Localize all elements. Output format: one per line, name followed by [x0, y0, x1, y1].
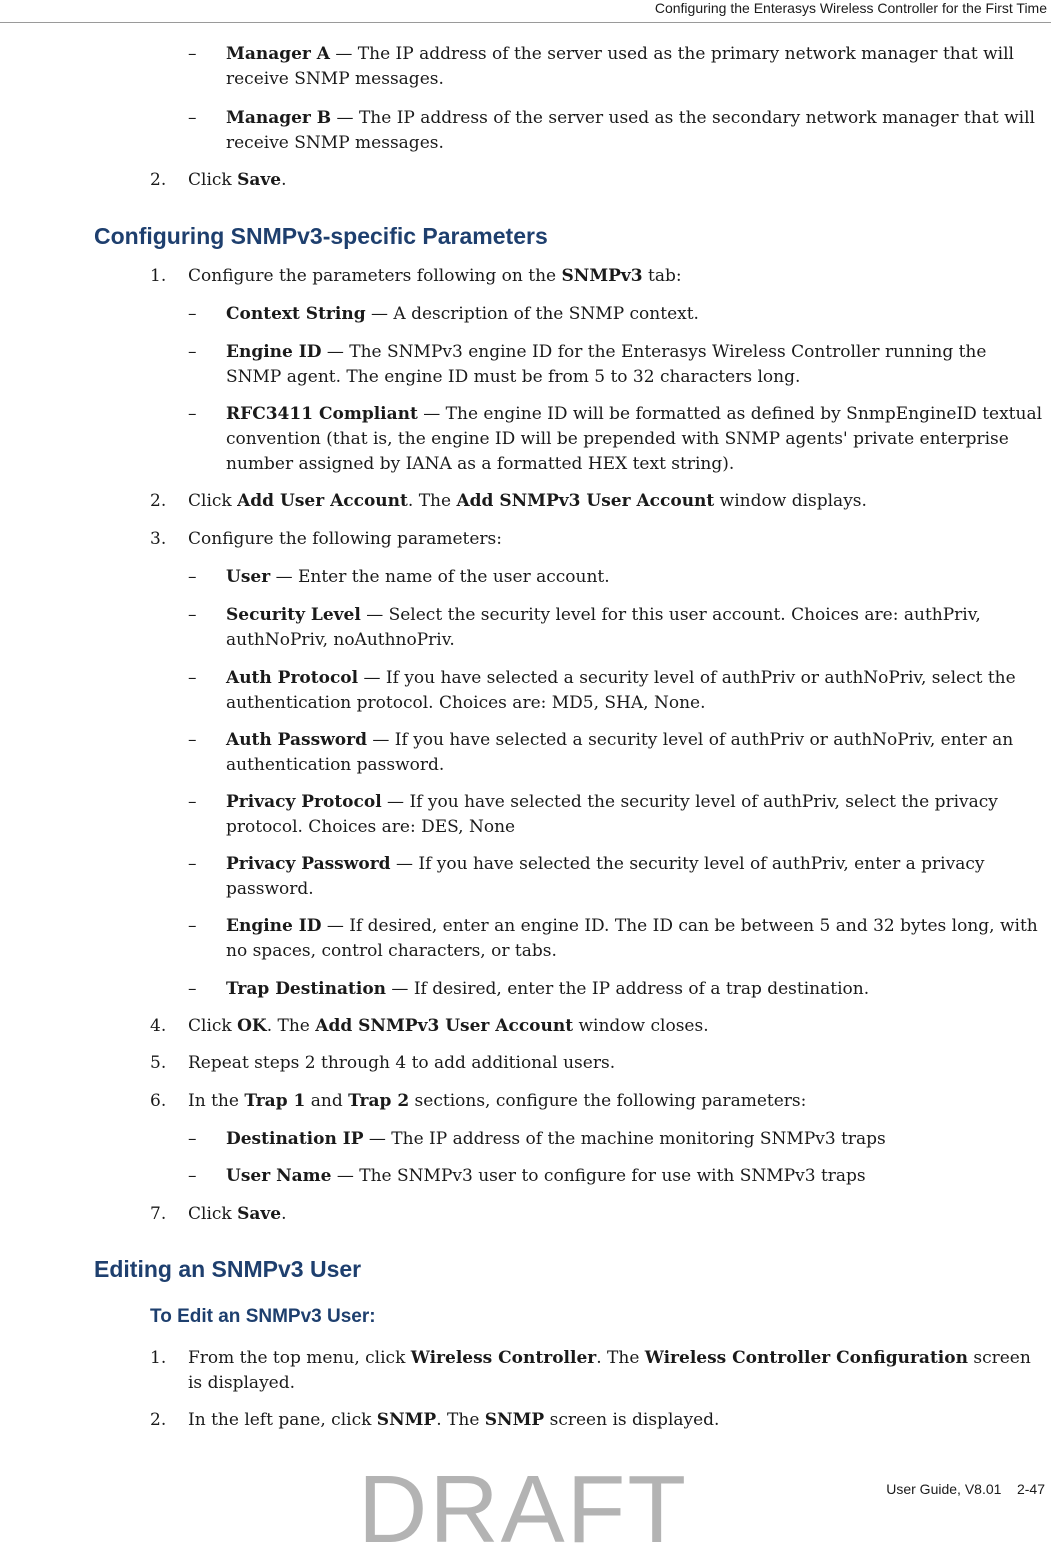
description: — The SNMPv3 user to configure for use with SNMPv3 traps: [331, 1166, 866, 1186]
text: screen is displayed.: [544, 1410, 720, 1430]
text: Click: [188, 491, 238, 511]
term: Engine ID: [226, 342, 322, 362]
ui-term: Trap 2: [348, 1091, 410, 1111]
list-item-text: [226, 1127, 1046, 1152]
list-item-text: [226, 728, 1046, 778]
description: — If you have selected the security level of authPriv, select the privacy protocol. Choices are: DES, None: [226, 792, 998, 837]
description: — A description of the SNMP context.: [365, 304, 699, 324]
list-item-text: [226, 42, 1046, 92]
dash-bullet: –: [188, 1129, 197, 1149]
step-text: [188, 168, 1048, 193]
term: Privacy Protocol: [226, 792, 382, 812]
running-header-title: Configuring the Enterasys Wireless Controller for the First Time: [654, 0, 1047, 16]
term: User: [226, 567, 271, 587]
text: . The: [596, 1348, 645, 1368]
description: — If desired, enter the IP address of a trap destination.: [386, 979, 870, 999]
step-text: [188, 489, 1048, 514]
text: . The: [407, 491, 457, 511]
description: — The SNMPv3 engine ID for the Enterasys Wireless Controller running the SNMP agent. The engine ID must be from 5 to 32 characters long.: [226, 342, 987, 387]
description: — Select the security level for this user account. Choices are: authPriv, authNoPriv, noAuthnoPriv.: [226, 605, 981, 650]
draft-watermark: DRAFT: [358, 1456, 688, 1563]
description: — The IP address of the server used as the primary network manager that will receive SNMP messages.: [226, 44, 1014, 89]
text: In the: [188, 1091, 245, 1111]
step-text: Configure the following parameters:: [188, 529, 502, 549]
dash-bullet: –: [188, 792, 197, 812]
step-text: Repeat steps 2 through 4 to add additional users.: [188, 1053, 616, 1073]
step-text: [188, 1089, 1048, 1114]
ui-term: Add User Account: [237, 491, 408, 511]
list-item-text: [226, 666, 1046, 716]
text: and: [305, 1091, 349, 1111]
term: Privacy Password: [226, 854, 391, 874]
ui-term: SNMP: [484, 1410, 545, 1430]
text: Click: [188, 170, 238, 190]
ui-term: OK: [237, 1016, 267, 1036]
step-text: [188, 1346, 1048, 1396]
dash-bullet: –: [188, 567, 197, 587]
ui-term: SNMPv3: [561, 266, 643, 286]
dash-bullet: –: [188, 44, 197, 64]
list-item-text: [226, 402, 1046, 477]
list-item-text: [226, 977, 1046, 1002]
term: Security Level: [226, 605, 361, 625]
step-number: 1.: [150, 1348, 167, 1368]
dash-bullet: –: [188, 668, 197, 688]
text: window displays.: [714, 491, 867, 511]
description: — If you have selected a security level of authPriv or authNoPriv, enter an authentication password.: [226, 730, 1014, 775]
description: — Enter the name of the user account.: [270, 567, 610, 587]
procedure-heading: To Edit an SNMPv3 User:: [150, 1306, 376, 1327]
step-text: [188, 264, 1048, 289]
list-item-text: [226, 565, 1046, 590]
term: Context String: [226, 304, 366, 324]
ui-term: Trap 1: [244, 1091, 306, 1111]
ui-term: SNMP: [376, 1410, 437, 1430]
ui-term: Save: [237, 170, 282, 190]
text: .: [281, 170, 287, 190]
description: — The IP address of the machine monitoring SNMPv3 traps: [363, 1129, 886, 1149]
dash-bullet: –: [188, 108, 197, 128]
term: Manager A: [226, 44, 330, 64]
text: . The: [266, 1016, 316, 1036]
term: Engine ID: [226, 916, 322, 936]
list-item-text: [226, 340, 1046, 390]
ui-term: Wireless Controller: [410, 1348, 597, 1368]
dash-bullet: –: [188, 916, 197, 936]
list-item-text: [226, 852, 1046, 902]
term: Auth Password: [226, 730, 367, 750]
section-heading: Editing an SNMPv3 User: [94, 1256, 362, 1282]
description: — The engine ID will be formatted as defined by SnmpEngineID textual convention (that is, the engine ID will be prepended with SNMP agents' private enterprise number assigned by IANA as a formatted HEX text string).: [226, 404, 1043, 474]
step-number: 7.: [150, 1204, 167, 1224]
text: Configure the parameters following on the: [188, 266, 562, 286]
ui-term: Wireless Controller Configuration: [644, 1348, 968, 1368]
page-footer: User Guide, V8.01 2-47: [886, 1481, 1045, 1497]
page-header: [0, 0, 1051, 23]
dash-bullet: –: [188, 605, 197, 625]
term: Destination IP: [226, 1129, 364, 1149]
list-item-text: [226, 603, 1046, 653]
step-number: 2.: [150, 491, 167, 511]
dash-bullet: –: [188, 404, 197, 424]
dash-bullet: –: [188, 304, 197, 324]
term: Auth Protocol: [226, 668, 359, 688]
term: RFC3411 Compliant: [226, 404, 418, 424]
text: Click: [188, 1204, 238, 1224]
list-item-text: [226, 914, 1046, 964]
step-number: 2.: [150, 170, 167, 190]
dash-bullet: –: [188, 979, 197, 999]
text: window closes.: [573, 1016, 709, 1036]
term: Manager B: [226, 108, 332, 128]
step-text: [188, 1202, 1048, 1227]
text: In the left pane, click: [188, 1410, 377, 1430]
text: tab:: [642, 266, 682, 286]
term: User Name: [226, 1166, 332, 1186]
text: screen is displayed.: [188, 1348, 1031, 1393]
text: . The: [436, 1410, 485, 1430]
description: — If you have selected a security level of authPriv or authNoPriv, select the authentication protocol. Choices are: MD5, SHA, None.: [226, 668, 1016, 713]
list-item-text: [226, 1164, 1046, 1189]
ui-term: Add SNMPv3 User Account: [456, 491, 715, 511]
text: sections, configure the following parameters:: [409, 1091, 807, 1111]
step-number: 4.: [150, 1016, 167, 1036]
list-item-text: [226, 790, 1046, 840]
dash-bullet: –: [188, 854, 197, 874]
ui-term: Add SNMPv3 User Account: [315, 1016, 574, 1036]
dash-bullet: –: [188, 1166, 197, 1186]
term: Trap Destination: [226, 979, 387, 999]
step-number: 2.: [150, 1410, 167, 1430]
dash-bullet: –: [188, 342, 197, 362]
step-number: 6.: [150, 1091, 167, 1111]
description: — If you have selected the security level of authPriv, enter a privacy password.: [226, 854, 985, 899]
step-text: [188, 1014, 1048, 1039]
text: From the top menu, click: [188, 1348, 411, 1368]
ui-term: Save: [237, 1204, 282, 1224]
text: .: [281, 1204, 287, 1224]
step-number: 3.: [150, 529, 167, 549]
description: — The IP address of the server used as the secondary network manager that will receive SNMP messages.: [226, 108, 1035, 153]
step-text: [188, 1408, 1048, 1433]
text: Click: [188, 1016, 238, 1036]
description: — If desired, enter an engine ID. The ID can be between 5 and 32 bytes long, with no spaces, control characters, or tabs.: [226, 916, 1038, 961]
step-number: 1.: [150, 266, 167, 286]
list-item-text: [226, 106, 1046, 156]
dash-bullet: –: [188, 730, 197, 750]
step-number: 5.: [150, 1053, 167, 1073]
list-item-text: [226, 302, 1046, 327]
section-heading: Configuring SNMPv3-specific Parameters: [94, 223, 548, 249]
